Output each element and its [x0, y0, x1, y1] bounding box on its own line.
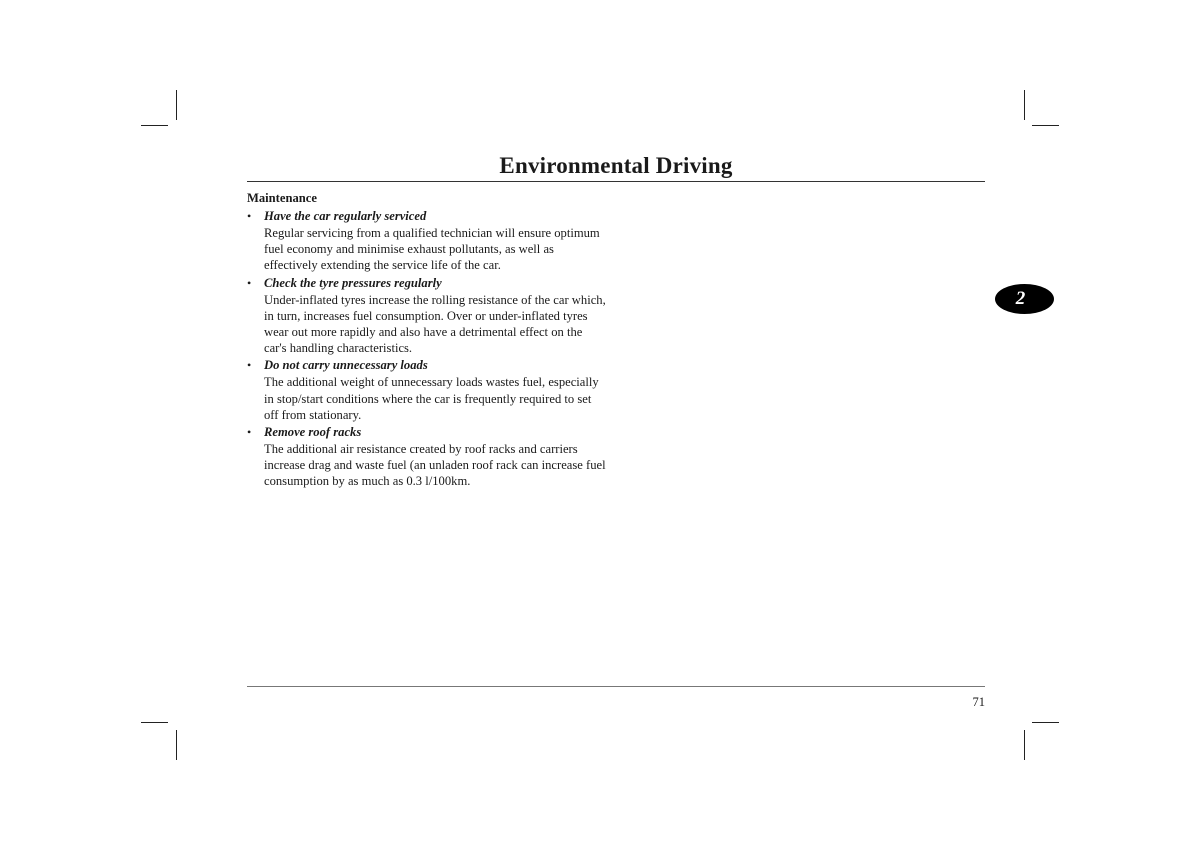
crop-mark-bottom-left-horizontal — [141, 722, 168, 723]
title-rule — [247, 181, 985, 182]
crop-mark-bottom-right-horizontal — [1032, 722, 1059, 723]
list-item — [247, 208, 607, 274]
bullet-icon: • — [247, 209, 252, 223]
bullet-icon: • — [247, 275, 252, 290]
item-title: Have the car regularly serviced — [264, 209, 427, 223]
list-item — [247, 275, 607, 357]
item-title: Check the tyre pressures regularly — [264, 275, 442, 290]
page-title: Environmental Driving — [499, 153, 733, 178]
bullet-icon: • — [247, 358, 252, 373]
item-body: Under-inflated tyres increase the rolling resistance of the car which, in turn, increases fuel consumption. Over or under-inflated tyres wear out more rapidly and also have a detrimental effect on the car's handling characteristics. — [264, 292, 606, 356]
item-title: Do not carry unnecessary loads — [264, 358, 428, 373]
crop-mark-top-right-horizontal — [1032, 125, 1059, 126]
footer-rule — [247, 686, 985, 687]
crop-mark-top-left-horizontal — [141, 125, 168, 126]
crop-mark-bottom-right-vertical — [1024, 730, 1025, 760]
list-item — [247, 357, 607, 423]
crop-mark-top-right-vertical — [1024, 90, 1025, 120]
crop-mark-bottom-left-vertical — [176, 730, 177, 760]
crop-mark-top-left-vertical — [176, 90, 177, 120]
list-item — [247, 424, 607, 490]
item-body: Regular servicing from a qualified technician will ensure optimum fuel economy and minimise exhaust pollutants, as well as effectively extending the service life of the car. — [264, 226, 600, 273]
item-title: Remove roof racks — [264, 425, 362, 440]
section-heading: Maintenance — [247, 191, 317, 205]
chapter-tab — [995, 284, 1054, 314]
chapter-number: 2 — [1015, 288, 1026, 309]
bullet-icon: • — [247, 425, 252, 440]
item-body: The additional weight of unnecessary loads wastes fuel, especially in stop/start conditions where the car is frequently required to set off from stationary. — [264, 375, 599, 422]
item-body: The additional air resistance created by roof racks and carriers increase drag and waste fuel (an unladen roof rack can increase fuel consumption by as much as 0.3 l/100km. — [264, 442, 606, 489]
page-number: 71 — [972, 695, 985, 709]
maintenance-section — [247, 190, 607, 490]
